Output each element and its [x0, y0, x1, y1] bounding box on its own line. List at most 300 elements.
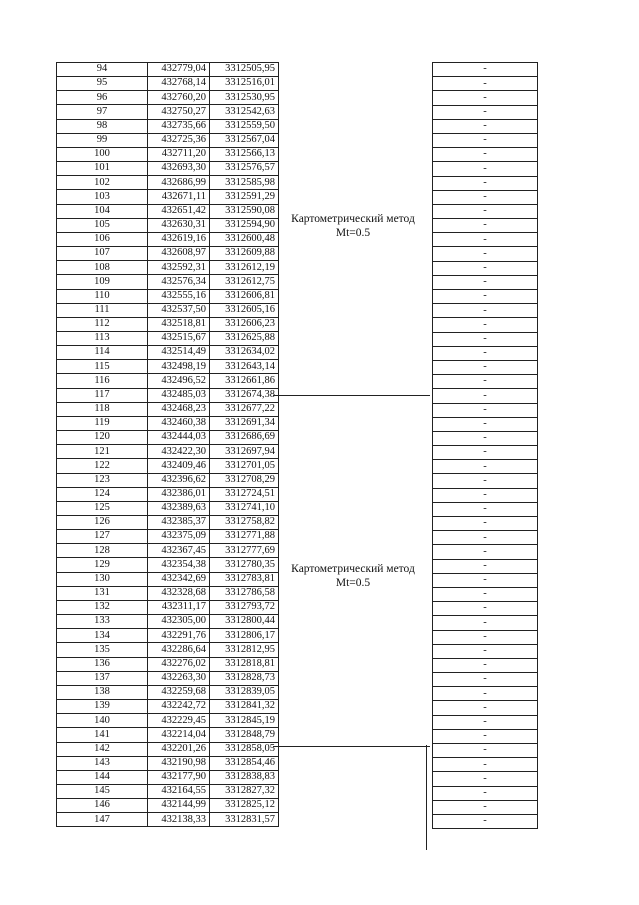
table-row	[57, 119, 279, 133]
accuracy-value: -	[433, 616, 538, 630]
accuracy-value: -	[433, 375, 538, 389]
table-row	[57, 742, 279, 756]
accuracy-value: -	[433, 133, 538, 147]
table-row	[433, 431, 538, 445]
coord-y: 3312758,82	[210, 516, 279, 530]
coord-x: 432386,01	[148, 487, 210, 501]
method-note-1-name: Картометрический метод	[291, 212, 415, 225]
table-row	[57, 530, 279, 544]
accuracy-table	[432, 62, 538, 829]
table-row	[57, 756, 279, 770]
coord-x: 432444,03	[148, 431, 210, 445]
coord-y: 3312530,95	[210, 91, 279, 105]
coord-x: 432496,52	[148, 374, 210, 388]
accuracy-value: -	[433, 360, 538, 374]
point-number: 144	[57, 770, 148, 784]
coord-y: 3312585,98	[210, 176, 279, 190]
table-row	[57, 586, 279, 600]
table-row	[433, 460, 538, 474]
table-row	[57, 813, 279, 827]
accuracy-value: -	[433, 275, 538, 289]
coord-y: 3312606,23	[210, 317, 279, 331]
coord-x: 432177,90	[148, 770, 210, 784]
table-row	[433, 658, 538, 672]
coord-x: 432693,30	[148, 162, 210, 176]
point-number: 122	[57, 459, 148, 473]
table-row	[433, 148, 538, 162]
table-row	[57, 190, 279, 204]
coord-y: 3312854,46	[210, 756, 279, 770]
accuracy-value: -	[433, 77, 538, 91]
table-row	[57, 445, 279, 459]
coord-x: 432711,20	[148, 147, 210, 161]
coord-x: 432518,81	[148, 317, 210, 331]
accuracy-value: -	[433, 91, 538, 105]
table-row	[57, 317, 279, 331]
point-number: 125	[57, 501, 148, 515]
table-row	[57, 374, 279, 388]
point-number: 99	[57, 133, 148, 147]
table-row	[57, 728, 279, 742]
point-number: 132	[57, 600, 148, 614]
coord-x: 432779,04	[148, 63, 210, 77]
coord-x: 432760,20	[148, 91, 210, 105]
method-note-2-accuracy: Mt=0.5	[335, 577, 371, 589]
table-row	[57, 516, 279, 530]
table-row	[433, 318, 538, 332]
accuracy-value: -	[433, 63, 538, 77]
coord-y: 3312567,04	[210, 133, 279, 147]
point-number: 123	[57, 473, 148, 487]
table-row	[57, 402, 279, 416]
accuracy-value: -	[433, 290, 538, 304]
table-row	[433, 403, 538, 417]
point-number: 130	[57, 572, 148, 586]
table-row	[57, 232, 279, 246]
table-row	[433, 332, 538, 346]
table-row	[433, 176, 538, 190]
coord-y: 3312741,10	[210, 501, 279, 515]
accuracy-value: -	[433, 318, 538, 332]
accuracy-column-left-border	[426, 745, 427, 850]
point-number: 121	[57, 445, 148, 459]
coord-y: 3312591,29	[210, 190, 279, 204]
table-row	[57, 176, 279, 190]
point-number: 143	[57, 756, 148, 770]
accuracy-value: -	[433, 630, 538, 644]
accuracy-value: -	[433, 602, 538, 616]
point-number: 140	[57, 714, 148, 728]
point-number: 102	[57, 176, 148, 190]
accuracy-value: -	[433, 658, 538, 672]
coord-x: 432259,68	[148, 685, 210, 699]
table-row	[433, 587, 538, 601]
accuracy-value: -	[433, 176, 538, 190]
point-number: 96	[57, 91, 148, 105]
accuracy-value: -	[433, 587, 538, 601]
table-row	[57, 657, 279, 671]
table-row	[57, 473, 279, 487]
table-row	[433, 133, 538, 147]
coord-x: 432630,31	[148, 218, 210, 232]
table-row	[433, 573, 538, 587]
point-number: 113	[57, 331, 148, 345]
point-number: 115	[57, 360, 148, 374]
coord-y: 3312839,05	[210, 685, 279, 699]
table-row	[433, 602, 538, 616]
table-row	[433, 233, 538, 247]
table-row	[433, 360, 538, 374]
coord-x: 432750,27	[148, 105, 210, 119]
coord-x: 432305,00	[148, 615, 210, 629]
coord-y: 3312858,05	[210, 742, 279, 756]
point-number: 137	[57, 671, 148, 685]
point-number: 117	[57, 388, 148, 402]
table-row	[57, 799, 279, 813]
coord-x: 432608,97	[148, 247, 210, 261]
accuracy-value: -	[433, 517, 538, 531]
coord-x: 432485,03	[148, 388, 210, 402]
point-number: 116	[57, 374, 148, 388]
table-row	[57, 714, 279, 728]
accuracy-value: -	[433, 531, 538, 545]
table-row	[57, 247, 279, 261]
coord-x: 432735,66	[148, 119, 210, 133]
coord-y: 3312841,32	[210, 700, 279, 714]
table-row	[57, 600, 279, 614]
coord-x: 432396,62	[148, 473, 210, 487]
point-number: 124	[57, 487, 148, 501]
table-row	[57, 431, 279, 445]
coord-x: 432651,42	[148, 204, 210, 218]
accuracy-value: -	[433, 219, 538, 233]
table-row	[57, 218, 279, 232]
table-row	[57, 133, 279, 147]
method-note-2-name: Картометрический метод	[291, 562, 415, 575]
point-number: 109	[57, 275, 148, 289]
coord-y: 3312827,32	[210, 784, 279, 798]
table-row	[433, 77, 538, 91]
table-row	[57, 416, 279, 430]
accuracy-value: -	[433, 247, 538, 261]
table-row	[433, 162, 538, 176]
table-row	[57, 459, 279, 473]
coord-x: 432286,64	[148, 643, 210, 657]
point-number: 126	[57, 516, 148, 530]
coord-x: 432725,36	[148, 133, 210, 147]
accuracy-value: -	[433, 559, 538, 573]
table-row	[433, 204, 538, 218]
table-row	[57, 105, 279, 119]
coord-x: 432686,99	[148, 176, 210, 190]
table-row	[57, 784, 279, 798]
accuracy-value: -	[433, 417, 538, 431]
table-row	[433, 346, 538, 360]
coord-y: 3312771,88	[210, 530, 279, 544]
coord-y: 3312831,57	[210, 813, 279, 827]
coord-y: 3312793,72	[210, 600, 279, 614]
table-row	[57, 501, 279, 515]
coord-x: 432354,38	[148, 558, 210, 572]
table-row	[57, 261, 279, 275]
table-row	[57, 331, 279, 345]
accuracy-value: -	[433, 644, 538, 658]
table-row	[57, 770, 279, 784]
coord-x: 432164,55	[148, 784, 210, 798]
table-row	[57, 615, 279, 629]
table-row	[57, 487, 279, 501]
coord-y: 3312806,17	[210, 629, 279, 643]
coord-x: 432342,69	[148, 572, 210, 586]
point-number: 127	[57, 530, 148, 544]
accuracy-value: -	[433, 332, 538, 346]
table-row	[57, 147, 279, 161]
coord-x: 432138,33	[148, 813, 210, 827]
table-row	[433, 644, 538, 658]
point-number: 145	[57, 784, 148, 798]
table-row	[57, 360, 279, 374]
accuracy-value: -	[433, 190, 538, 204]
table-row	[433, 474, 538, 488]
point-number: 106	[57, 232, 148, 246]
table-row	[433, 219, 538, 233]
coord-y: 3312697,94	[210, 445, 279, 459]
coord-y: 3312780,35	[210, 558, 279, 572]
table-row	[433, 545, 538, 559]
table-row	[57, 289, 279, 303]
coord-y: 3312825,12	[210, 799, 279, 813]
coord-y: 3312838,83	[210, 770, 279, 784]
table-row	[57, 303, 279, 317]
table-row	[57, 388, 279, 402]
coord-y: 3312516,01	[210, 77, 279, 91]
coord-x: 432385,37	[148, 516, 210, 530]
table-row	[433, 417, 538, 431]
accuracy-value: -	[433, 800, 538, 814]
accuracy-value: -	[433, 814, 538, 828]
table-row	[433, 290, 538, 304]
point-number: 128	[57, 544, 148, 558]
table-row	[57, 629, 279, 643]
table-row	[433, 744, 538, 758]
table-row	[433, 190, 538, 204]
accuracy-value: -	[433, 304, 538, 318]
accuracy-value: -	[433, 346, 538, 360]
coord-x: 432768,14	[148, 77, 210, 91]
accuracy-value: -	[433, 573, 538, 587]
coordinates-table-body	[57, 63, 279, 827]
coord-x: 432422,30	[148, 445, 210, 459]
table-row	[57, 558, 279, 572]
table-row	[57, 544, 279, 558]
coord-y: 3312566,13	[210, 147, 279, 161]
coord-x: 432537,50	[148, 303, 210, 317]
table-row	[433, 758, 538, 772]
coord-y: 3312606,81	[210, 289, 279, 303]
coord-x: 432201,26	[148, 742, 210, 756]
table-row	[433, 304, 538, 318]
point-number: 110	[57, 289, 148, 303]
point-number: 98	[57, 119, 148, 133]
point-number: 112	[57, 317, 148, 331]
point-number: 95	[57, 77, 148, 91]
coord-y: 3312542,63	[210, 105, 279, 119]
coord-x: 432263,30	[148, 671, 210, 685]
accuracy-value: -	[433, 701, 538, 715]
accuracy-value: -	[433, 403, 538, 417]
point-number: 94	[57, 63, 148, 77]
point-number: 138	[57, 685, 148, 699]
table-row	[57, 700, 279, 714]
coord-y: 3312812,95	[210, 643, 279, 657]
coord-y: 3312786,58	[210, 586, 279, 600]
coord-y: 3312594,90	[210, 218, 279, 232]
coord-y: 3312612,19	[210, 261, 279, 275]
coord-y: 3312848,79	[210, 728, 279, 742]
method-divider-1	[273, 395, 430, 396]
table-row	[433, 105, 538, 119]
coord-y: 3312674,38	[210, 388, 279, 402]
coord-y: 3312828,73	[210, 671, 279, 685]
point-number: 134	[57, 629, 148, 643]
accuracy-value: -	[433, 261, 538, 275]
table-row	[433, 786, 538, 800]
accuracy-value: -	[433, 786, 538, 800]
point-number: 97	[57, 105, 148, 119]
table-row	[433, 729, 538, 743]
coord-x: 432515,67	[148, 331, 210, 345]
coord-y: 3312590,08	[210, 204, 279, 218]
method-note-1	[278, 206, 428, 246]
accuracy-value: -	[433, 729, 538, 743]
coord-x: 432328,68	[148, 586, 210, 600]
point-number: 104	[57, 204, 148, 218]
table-row	[433, 389, 538, 403]
coord-y: 3312661,86	[210, 374, 279, 388]
coord-x: 432242,72	[148, 700, 210, 714]
coord-x: 432555,16	[148, 289, 210, 303]
table-row	[57, 572, 279, 586]
coord-y: 3312708,29	[210, 473, 279, 487]
table-row	[433, 375, 538, 389]
accuracy-value: -	[433, 772, 538, 786]
table-row	[433, 772, 538, 786]
point-number: 100	[57, 147, 148, 161]
coord-y: 3312818,81	[210, 657, 279, 671]
table-row	[433, 673, 538, 687]
coord-y: 3312612,75	[210, 275, 279, 289]
coord-x: 432619,16	[148, 232, 210, 246]
table-row	[57, 91, 279, 105]
table-row	[57, 671, 279, 685]
table-row	[433, 91, 538, 105]
coord-x: 432229,45	[148, 714, 210, 728]
coord-x: 432214,04	[148, 728, 210, 742]
table-row	[433, 630, 538, 644]
accuracy-value: -	[433, 233, 538, 247]
accuracy-value: -	[433, 687, 538, 701]
accuracy-value: -	[433, 389, 538, 403]
accuracy-value: -	[433, 502, 538, 516]
point-number: 118	[57, 402, 148, 416]
point-number: 107	[57, 247, 148, 261]
coord-y: 3312701,05	[210, 459, 279, 473]
coord-x: 432576,34	[148, 275, 210, 289]
point-number: 136	[57, 657, 148, 671]
point-number: 111	[57, 303, 148, 317]
point-number: 133	[57, 615, 148, 629]
coord-y: 3312600,48	[210, 232, 279, 246]
coord-y: 3312505,95	[210, 63, 279, 77]
table-row	[433, 275, 538, 289]
table-row	[57, 275, 279, 289]
table-row	[433, 531, 538, 545]
coordinates-table	[56, 62, 279, 827]
point-number: 139	[57, 700, 148, 714]
method-note-2	[278, 556, 428, 596]
coord-y: 3312691,34	[210, 416, 279, 430]
table-row	[57, 204, 279, 218]
table-row	[433, 800, 538, 814]
accuracy-value: -	[433, 431, 538, 445]
coord-y: 3312576,57	[210, 162, 279, 176]
coord-y: 3312800,44	[210, 615, 279, 629]
coord-y: 3312643,14	[210, 360, 279, 374]
table-row	[433, 261, 538, 275]
table-row	[433, 687, 538, 701]
point-number: 103	[57, 190, 148, 204]
coord-y: 3312845,19	[210, 714, 279, 728]
coord-y: 3312605,16	[210, 303, 279, 317]
coord-x: 432311,17	[148, 600, 210, 614]
coord-y: 3312677,22	[210, 402, 279, 416]
accuracy-value: -	[433, 474, 538, 488]
table-row	[433, 488, 538, 502]
point-number: 114	[57, 346, 148, 360]
coord-y: 3312559,50	[210, 119, 279, 133]
table-row	[57, 162, 279, 176]
point-number: 108	[57, 261, 148, 275]
accuracy-value: -	[433, 446, 538, 460]
table-row	[433, 446, 538, 460]
point-number: 142	[57, 742, 148, 756]
coord-y: 3312783,81	[210, 572, 279, 586]
table-row	[433, 119, 538, 133]
accuracy-value: -	[433, 162, 538, 176]
coord-y: 3312609,88	[210, 247, 279, 261]
method-note-1-accuracy: Mt=0.5	[335, 227, 371, 239]
coord-x: 432671,11	[148, 190, 210, 204]
table-row	[433, 63, 538, 77]
accuracy-value: -	[433, 119, 538, 133]
coord-x: 432409,46	[148, 459, 210, 473]
point-number: 101	[57, 162, 148, 176]
point-number: 119	[57, 416, 148, 430]
table-row	[433, 559, 538, 573]
point-number: 129	[57, 558, 148, 572]
coord-x: 432144,99	[148, 799, 210, 813]
accuracy-value: -	[433, 148, 538, 162]
table-row	[433, 616, 538, 630]
accuracy-value: -	[433, 204, 538, 218]
coord-x: 432460,38	[148, 416, 210, 430]
coord-x: 432468,23	[148, 402, 210, 416]
coord-x: 432498,19	[148, 360, 210, 374]
table-row	[57, 643, 279, 657]
table-row	[433, 517, 538, 531]
table-row	[433, 814, 538, 828]
table-row	[433, 701, 538, 715]
